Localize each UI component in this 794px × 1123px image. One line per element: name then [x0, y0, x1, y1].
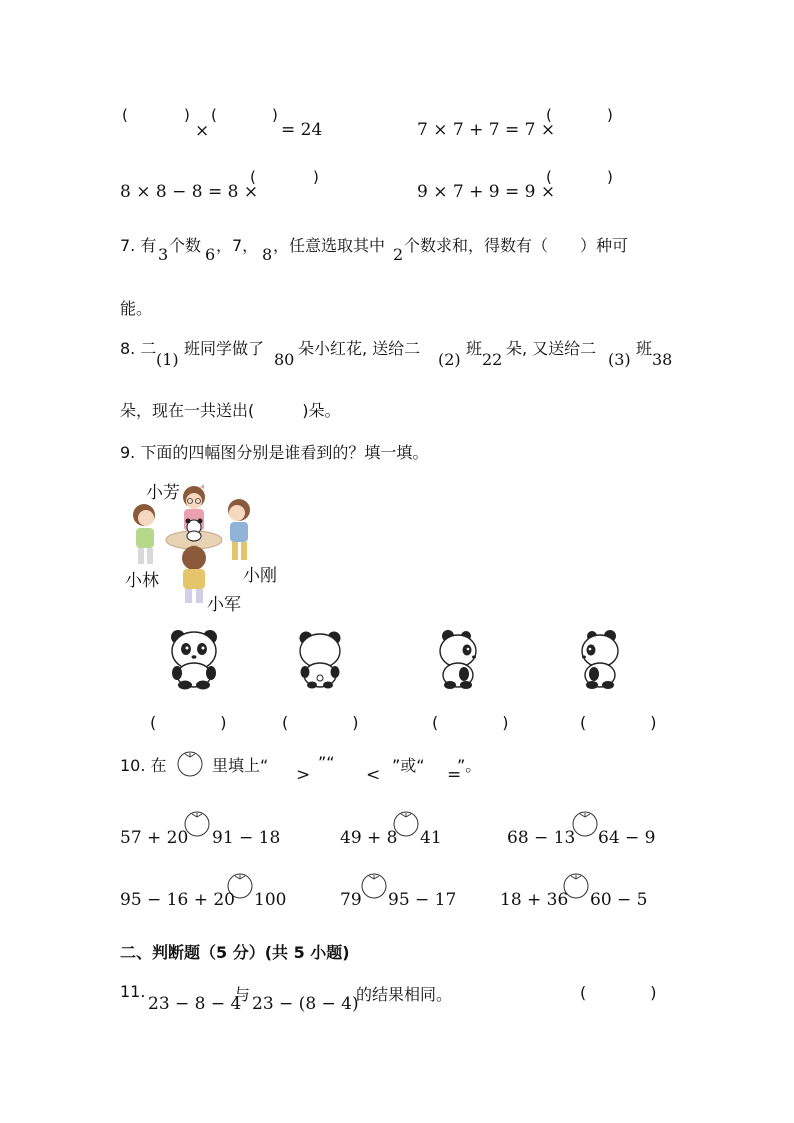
- label-xiaojun: 小军: [207, 595, 241, 615]
- q11-expression-2: 23 − (8 − 4): [252, 994, 359, 1014]
- q10-text: ”。: [457, 756, 482, 775]
- tomato-icon: [185, 812, 209, 836]
- q11-number: 11.: [120, 982, 146, 1001]
- label-xiaolin: 小林: [125, 571, 159, 591]
- q8-number: 22: [482, 350, 503, 369]
- q8-text-line2: 朵，现在一共送出( )朵。: [120, 401, 341, 420]
- q8-text: 班同学做了: [184, 339, 265, 358]
- q8-text: 班: [636, 339, 653, 358]
- compare-right: 100: [254, 890, 287, 910]
- label-xiaogang: 小刚: [243, 566, 277, 586]
- xiaolin-figure: [133, 504, 155, 564]
- label-xiaofang: 小芳: [146, 483, 180, 503]
- q10-text: ”“: [318, 753, 335, 772]
- q11-text: 的结果相同。: [356, 985, 453, 1004]
- q9-text: 9. 下面的四幅图分别是谁看到的？填一填。: [120, 443, 429, 462]
- blank-close: ): [607, 168, 613, 186]
- compare-left: 18 + 36: [500, 890, 569, 910]
- blank-open: (: [250, 168, 256, 186]
- q7-text: 个数: [169, 236, 202, 255]
- tomato-icon: [362, 874, 386, 898]
- blank-close: ): [607, 106, 613, 124]
- q7-number: 6: [205, 245, 216, 264]
- compare-right: 64 − 9: [598, 828, 656, 848]
- blank-open: (: [546, 168, 552, 186]
- tomato-icon: [178, 752, 202, 776]
- compare-left: 79: [340, 890, 362, 910]
- equal-sign: =: [447, 765, 462, 785]
- equation: 7 × 7 + 7 = 7 ×: [417, 120, 556, 140]
- compare-left: 49 + 8: [340, 828, 398, 848]
- times-sign: ×: [195, 121, 210, 141]
- compare-right: 41: [420, 828, 442, 848]
- q8-number: 80: [274, 350, 295, 369]
- q7-text-line2: 能。: [120, 299, 153, 318]
- q9-answer-3[interactable]: ( ): [432, 713, 509, 732]
- q8-class: (3): [608, 350, 631, 369]
- xiaojun-figure: [182, 546, 206, 603]
- blank-close: ): [313, 168, 319, 186]
- less-sign: <: [366, 765, 381, 785]
- q7-number: 2: [393, 245, 404, 264]
- q10-text: 里填上“: [212, 756, 269, 775]
- greater-sign: >: [296, 765, 311, 785]
- panda-on-table: [186, 519, 203, 542]
- q8-class: (1): [156, 350, 179, 369]
- blank-open: (: [122, 106, 128, 124]
- q8-text: 班: [466, 339, 483, 358]
- q7-text: 个数求和，得数有（ ）种可: [404, 236, 629, 255]
- blank-open: (: [546, 106, 552, 124]
- q7-text: ，任意选取其中: [273, 236, 386, 255]
- equation: 8 × 8 − 8 = 8 ×: [120, 182, 259, 202]
- q8-text: 朵小红花, 送给二: [298, 339, 421, 358]
- tomato-icon: [394, 812, 418, 836]
- blank-close: ): [184, 106, 190, 124]
- q10-text: 10. 在: [120, 756, 167, 775]
- blank-close: ): [272, 106, 278, 124]
- q8-number: 38: [652, 350, 673, 369]
- q7-number: 3: [158, 245, 169, 264]
- q7-text: 7. 有: [120, 236, 157, 255]
- compare-left: 57 + 20: [120, 828, 189, 848]
- q8-class: (2): [438, 350, 461, 369]
- tomato-icon: [573, 812, 597, 836]
- q11-expression-1: 23 − 8 − 4: [148, 994, 242, 1014]
- compare-left: 95 − 16 + 20: [120, 890, 235, 910]
- panda-side-right-view: [440, 630, 476, 689]
- q8-text: 8. 二: [120, 339, 157, 358]
- q8-text: 朵, 又送给二: [506, 339, 597, 358]
- compare-right: 95 − 17: [388, 890, 457, 910]
- q9-answer-4[interactable]: ( ): [580, 713, 657, 732]
- blank-open: (: [211, 106, 217, 124]
- panda-back-view: [300, 632, 341, 689]
- q11-answer[interactable]: ( ): [580, 983, 657, 1002]
- equation-rhs: = 24: [281, 120, 323, 140]
- q7-text: ，7，: [216, 236, 259, 255]
- compare-left: 68 − 13: [507, 828, 576, 848]
- q9-answer-2[interactable]: ( ): [282, 713, 359, 732]
- q7-number: 8: [262, 245, 273, 264]
- compare-right: 91 − 18: [212, 828, 281, 848]
- q10-text: ”或“: [392, 756, 425, 775]
- section-title: 二、判断题（5 分）(共 5 小题): [120, 943, 350, 962]
- q11-text: 与: [234, 985, 251, 1004]
- panda-side-left-view: [582, 630, 618, 689]
- compare-right: 60 − 5: [590, 890, 648, 910]
- equation: 9 × 7 + 9 = 9 ×: [417, 182, 556, 202]
- panda-front-view: [171, 630, 217, 690]
- xiaogang-figure: [228, 499, 250, 560]
- q9-answer-1[interactable]: ( ): [150, 713, 227, 732]
